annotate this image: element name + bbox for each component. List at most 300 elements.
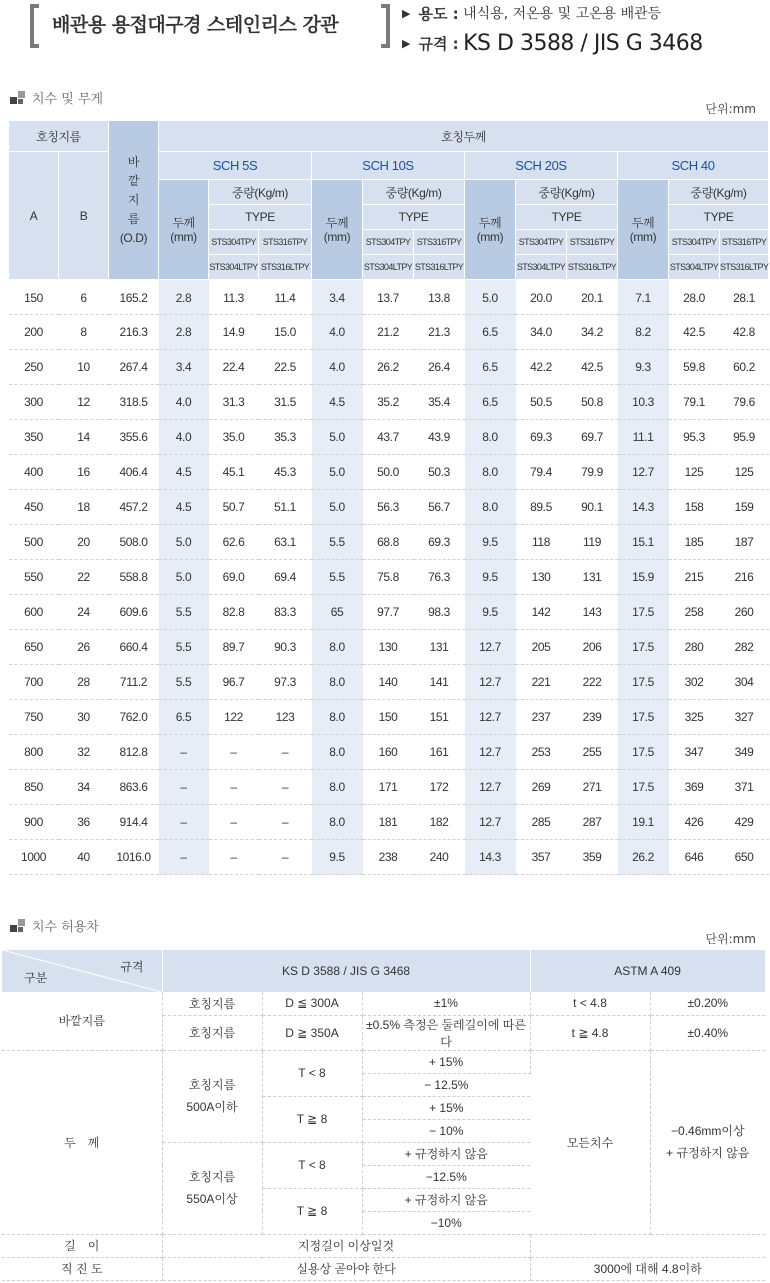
- sch20s-weight-316: 131: [567, 560, 618, 595]
- b-value: 28: [59, 665, 109, 700]
- table-row: [9, 630, 769, 665]
- sch20s-weight-304: 130: [516, 560, 567, 595]
- sch40-thickness: 17.5: [618, 630, 669, 665]
- od-nominal: 호칭지름: [162, 992, 262, 1015]
- page-title: 배관용 용접대구경 스테인리스 강관: [52, 14, 339, 36]
- sch40-thickness: 8.2: [618, 315, 669, 350]
- sch10s-weight-304: 171: [363, 770, 414, 805]
- a-value: 800: [9, 735, 59, 770]
- sch40-weight-304: 158: [669, 490, 720, 525]
- sch20s-weight-316: 222: [567, 665, 618, 700]
- sch40-weight-304: 646: [669, 840, 720, 875]
- sch5s-weight-316: 45.3: [259, 455, 312, 490]
- sch40-weight-304: 185: [669, 525, 720, 560]
- sch40-weight-316: 371: [720, 770, 769, 805]
- sch5s-weight-316: 83.3: [259, 595, 312, 630]
- sch10s-weight-304: 130: [363, 630, 414, 665]
- outer-diameter-header: 바 깥 지 름 (O.D): [109, 121, 159, 280]
- table-row: [9, 420, 769, 455]
- a-value: 900: [9, 805, 59, 840]
- sch20s-thickness: 6.5: [465, 315, 516, 350]
- weight-header: 중량(Kg/m): [209, 180, 312, 205]
- sch20s-thickness: 8.0: [465, 455, 516, 490]
- sch10s-weight-304: 50.0: [363, 455, 414, 490]
- sch10s-weight-304: 150: [363, 700, 414, 735]
- sch5s-weight-304: 11.3: [209, 280, 259, 315]
- sch20s-weight-304: 221: [516, 665, 567, 700]
- length-astm: [530, 1234, 765, 1257]
- sch40-weight-316: 260: [720, 595, 769, 630]
- od-condition: D ≦ 300A: [262, 992, 362, 1015]
- sch40-weight-316: 216: [720, 560, 769, 595]
- od-value: 660.4: [109, 630, 159, 665]
- length-label: 길 이: [2, 1234, 162, 1257]
- sch40-weight-316: 42.8: [720, 315, 769, 350]
- sch5s-thickness: 4.0: [159, 385, 209, 420]
- sch10s-weight-316: 161: [414, 735, 465, 770]
- sch40-weight-316: 60.2: [720, 350, 769, 385]
- sch5s-weight-304: –: [209, 770, 259, 805]
- sch10s-thickness: 3.4: [312, 280, 363, 315]
- od-label: 바깥지름: [2, 992, 162, 1050]
- sch10s-thickness: 8.0: [312, 735, 363, 770]
- sch5s-weight-316: 90.3: [259, 630, 312, 665]
- sch20s-thickness: 8.0: [465, 490, 516, 525]
- od-condition: D ≧ 350A: [262, 1015, 362, 1050]
- sch5s-weight-316: –: [259, 840, 312, 875]
- sch10s-thickness: 4.0: [312, 350, 363, 385]
- b-value: 6: [59, 280, 109, 315]
- sch5s-weight-304: 62.6: [209, 525, 259, 560]
- sch20s-weight-316: 34.2: [567, 315, 618, 350]
- sch10s-thickness: 8.0: [312, 700, 363, 735]
- sch-20s-header: SCH 20S: [465, 152, 618, 180]
- sch10s-thickness: 9.5: [312, 840, 363, 875]
- table-row: [9, 595, 769, 630]
- a-value: 500: [9, 525, 59, 560]
- sch20s-weight-304: 253: [516, 735, 567, 770]
- sch20s-weight-304: 69.3: [516, 420, 567, 455]
- b-value: 12: [59, 385, 109, 420]
- left-bracket: [30, 4, 39, 48]
- sch10s-weight-304: 43.7: [363, 420, 414, 455]
- right-bracket: [381, 4, 390, 48]
- weight-header: 중량(Kg/m): [516, 180, 618, 205]
- type-sts304tpy: STS304TPY: [516, 230, 567, 255]
- table-row: [9, 770, 769, 805]
- type-sts316tpy: STS316TPY: [259, 230, 312, 255]
- sch40-weight-304: 79.1: [669, 385, 720, 420]
- sch20s-thickness: 8.0: [465, 420, 516, 455]
- b-value: 14: [59, 420, 109, 455]
- od-nominal: 호칭지름: [162, 1015, 262, 1050]
- od-value: 267.4: [109, 350, 159, 385]
- sch10s-weight-304: 140: [363, 665, 414, 700]
- sch5s-thickness: 6.5: [159, 700, 209, 735]
- od-value: 318.5: [109, 385, 159, 420]
- type-header: TYPE: [516, 205, 618, 230]
- nominal-diameter-header: 호칭지름: [9, 121, 109, 152]
- triangle-bullet-icon: ▶: [402, 36, 411, 50]
- sch40-weight-304: 215: [669, 560, 720, 595]
- tol-minus: −12.5%: [362, 1165, 530, 1188]
- corner-header: [2, 950, 162, 992]
- straightness-label: 직 진 도: [2, 1257, 162, 1280]
- astm-header: ASTM A 409: [530, 950, 765, 992]
- sch20s-weight-316: 50.8: [567, 385, 618, 420]
- sch40-weight-304: 42.5: [669, 315, 720, 350]
- sch40-weight-304: 280: [669, 630, 720, 665]
- sch10s-thickness: 5.0: [312, 490, 363, 525]
- sch5s-thickness: 5.5: [159, 595, 209, 630]
- sch5s-thickness: 4.0: [159, 420, 209, 455]
- sch5s-thickness: –: [159, 735, 209, 770]
- sch20s-weight-304: 79.4: [516, 455, 567, 490]
- b-value: 24: [59, 595, 109, 630]
- sch5s-weight-316: 22.5: [259, 350, 312, 385]
- sch20s-thickness: 12.7: [465, 700, 516, 735]
- od-value: 508.0: [109, 525, 159, 560]
- sch10s-weight-316: 151: [414, 700, 465, 735]
- sch10s-thickness: 5.0: [312, 455, 363, 490]
- thk-group-550a: 호칭지름 550A이상: [162, 1142, 262, 1234]
- sch40-weight-316: 282: [720, 630, 769, 665]
- table-row: [9, 315, 769, 350]
- sch5s-weight-316: –: [259, 735, 312, 770]
- sch10s-thickness: 5.5: [312, 560, 363, 595]
- sch10s-weight-304: 238: [363, 840, 414, 875]
- sch5s-weight-316: 97.3: [259, 665, 312, 700]
- sch40-thickness: 9.3: [618, 350, 669, 385]
- sch5s-weight-304: 22.4: [209, 350, 259, 385]
- sch40-weight-304: 28.0: [669, 280, 720, 315]
- sch20s-thickness: 6.5: [465, 385, 516, 420]
- sch5s-weight-304: 82.8: [209, 595, 259, 630]
- sch10s-weight-316: 182: [414, 805, 465, 840]
- dimensions-weight-table: [8, 120, 769, 875]
- type-sts304ltpy: STS304LTPY: [669, 255, 720, 280]
- spec-row: [402, 28, 762, 58]
- header-info: [402, 2, 762, 58]
- sch40-weight-316: 187: [720, 525, 769, 560]
- a-value: 600: [9, 595, 59, 630]
- od-value: 812.8: [109, 735, 159, 770]
- sch5s-weight-304: 31.3: [209, 385, 259, 420]
- b-value: 30: [59, 700, 109, 735]
- sch20s-weight-316: 206: [567, 630, 618, 665]
- od-value: 558.8: [109, 560, 159, 595]
- b-value: 18: [59, 490, 109, 525]
- a-value: 750: [9, 700, 59, 735]
- sch20s-weight-316: 79.9: [567, 455, 618, 490]
- od-tolerance: ±0.5% 측정은 둘레길이에 따른다: [362, 1015, 530, 1050]
- astm-thickness-tol: −0.46mm이상 + 규정하지 않음: [650, 1050, 765, 1234]
- straightness-text: 실용상 곧아야 한다: [162, 1257, 530, 1280]
- b-value: 34: [59, 770, 109, 805]
- sch5s-weight-304: 122: [209, 700, 259, 735]
- sch40-weight-316: 125: [720, 455, 769, 490]
- sch10s-weight-304: 68.8: [363, 525, 414, 560]
- sch10s-weight-304: 21.2: [363, 315, 414, 350]
- sch5s-weight-316: –: [259, 770, 312, 805]
- tol-plus: + 15%: [362, 1096, 530, 1119]
- table-row: [9, 560, 769, 595]
- section-heading-dimensions: [10, 88, 103, 107]
- table-row: [9, 280, 769, 315]
- sch5s-weight-316: 15.0: [259, 315, 312, 350]
- sch10s-thickness: 8.0: [312, 770, 363, 805]
- od-value: 406.4: [109, 455, 159, 490]
- unit-label: 단위:mm: [705, 102, 756, 116]
- type-sts304tpy: STS304TPY: [363, 230, 414, 255]
- sch20s-thickness: 6.5: [465, 350, 516, 385]
- sch5s-weight-304: –: [209, 735, 259, 770]
- sch20s-weight-304: 357: [516, 840, 567, 875]
- triangle-bullet-icon: ▶: [402, 6, 411, 20]
- a-value: 650: [9, 630, 59, 665]
- sch40-thickness: 17.5: [618, 595, 669, 630]
- sch20s-weight-304: 89.5: [516, 490, 567, 525]
- sch20s-weight-316: 271: [567, 770, 618, 805]
- type-sts304ltpy: STS304LTPY: [209, 255, 259, 280]
- sch20s-weight-304: 237: [516, 700, 567, 735]
- sch10s-weight-316: 56.7: [414, 490, 465, 525]
- type-sts316ltpy: STS316LTPY: [414, 255, 465, 280]
- sch20s-thickness: 14.3: [465, 840, 516, 875]
- b-value: 22: [59, 560, 109, 595]
- b-value: 36: [59, 805, 109, 840]
- sch40-weight-304: 369: [669, 770, 720, 805]
- sch10s-weight-316: 240: [414, 840, 465, 875]
- b-value: 32: [59, 735, 109, 770]
- table-row: [9, 525, 769, 560]
- sch40-weight-316: 327: [720, 700, 769, 735]
- unit-label: 단위:mm: [705, 932, 756, 946]
- type-sts304ltpy: STS304LTPY: [516, 255, 567, 280]
- sch10s-weight-316: 69.3: [414, 525, 465, 560]
- table-row: [9, 665, 769, 700]
- sch20s-weight-316: 90.1: [567, 490, 618, 525]
- sch5s-weight-316: 51.1: [259, 490, 312, 525]
- od-value: 1016.0: [109, 840, 159, 875]
- sch20s-weight-316: 143: [567, 595, 618, 630]
- sch20s-thickness: 12.7: [465, 665, 516, 700]
- table-row: [9, 455, 769, 490]
- sch10s-weight-316: 21.3: [414, 315, 465, 350]
- b-value: 16: [59, 455, 109, 490]
- sch10s-thickness: 65: [312, 595, 363, 630]
- sch40-weight-304: 325: [669, 700, 720, 735]
- od-value: 711.2: [109, 665, 159, 700]
- tol-minus: −10%: [362, 1211, 530, 1234]
- sch5s-weight-304: 50.7: [209, 490, 259, 525]
- type-sts316tpy: STS316TPY: [567, 230, 618, 255]
- t-ge-8: T ≧ 8: [262, 1188, 362, 1234]
- col-b-header: B: [59, 152, 109, 280]
- a-value: 150: [9, 280, 59, 315]
- sch5s-weight-304: 69.0: [209, 560, 259, 595]
- sch-10s-header: SCH 10S: [312, 152, 465, 180]
- corner-spec-label: 규격: [120, 960, 144, 974]
- sch10s-weight-316: 35.4: [414, 385, 465, 420]
- sch20s-weight-304: 34.0: [516, 315, 567, 350]
- sch20s-thickness: 5.0: [465, 280, 516, 315]
- sch10s-weight-316: 43.9: [414, 420, 465, 455]
- sch20s-weight-304: 205: [516, 630, 567, 665]
- type-sts316tpy: STS316TPY: [414, 230, 465, 255]
- sch20s-thickness: 9.5: [465, 525, 516, 560]
- sch10s-thickness: 8.0: [312, 805, 363, 840]
- sch20s-weight-316: 359: [567, 840, 618, 875]
- a-value: 250: [9, 350, 59, 385]
- sch20s-weight-316: 239: [567, 700, 618, 735]
- sch40-thickness: 26.2: [618, 840, 669, 875]
- sch10s-weight-316: 98.3: [414, 595, 465, 630]
- sch10s-thickness: 8.0: [312, 630, 363, 665]
- sch20s-weight-316: 255: [567, 735, 618, 770]
- sch5s-thickness: –: [159, 805, 209, 840]
- sch40-weight-304: 347: [669, 735, 720, 770]
- sch10s-thickness: 4.5: [312, 385, 363, 420]
- sch-5s-header: SCH 5S: [159, 152, 312, 180]
- t-lt-8: T < 8: [262, 1142, 362, 1188]
- od-value: 216.3: [109, 315, 159, 350]
- sch20s-weight-316: 119: [567, 525, 618, 560]
- thickness-label: 두 께: [2, 1050, 162, 1234]
- wall-thickness-header: 두께 (mm): [618, 180, 669, 280]
- sch5s-thickness: 3.4: [159, 350, 209, 385]
- sch10s-weight-304: 13.7: [363, 280, 414, 315]
- usage-row: [402, 2, 762, 24]
- table-row: [9, 385, 769, 420]
- sch5s-weight-316: 31.5: [259, 385, 312, 420]
- b-value: 26: [59, 630, 109, 665]
- sch40-thickness: 17.5: [618, 735, 669, 770]
- type-sts316ltpy: STS316LTPY: [567, 255, 618, 280]
- sch5s-weight-316: 11.4: [259, 280, 312, 315]
- section-title: 치수 및 무게: [32, 92, 104, 107]
- sch10s-weight-316: 131: [414, 630, 465, 665]
- spec-label: 규격 :: [418, 34, 459, 53]
- sch10s-weight-304: 160: [363, 735, 414, 770]
- sch20s-thickness: 12.7: [465, 735, 516, 770]
- table-row: [9, 350, 769, 385]
- sch5s-weight-304: 35.0: [209, 420, 259, 455]
- sch10s-weight-304: 75.8: [363, 560, 414, 595]
- a-value: 400: [9, 455, 59, 490]
- sch40-weight-316: 429: [720, 805, 769, 840]
- sch5s-thickness: 4.5: [159, 455, 209, 490]
- section-title: 치수 허용차: [32, 920, 99, 935]
- sch20s-weight-304: 269: [516, 770, 567, 805]
- sch-40-header: SCH 40: [618, 152, 769, 180]
- sch5s-thickness: 4.5: [159, 490, 209, 525]
- dimensions-table-body: [9, 280, 769, 875]
- sch5s-thickness: –: [159, 840, 209, 875]
- section-squares-icon: [10, 919, 26, 933]
- sch40-weight-304: 59.8: [669, 350, 720, 385]
- sch10s-weight-316: 50.3: [414, 455, 465, 490]
- sch40-thickness: 17.5: [618, 700, 669, 735]
- sch5s-thickness: –: [159, 770, 209, 805]
- sch40-weight-316: 79.6: [720, 385, 769, 420]
- section-squares-icon: [10, 91, 26, 105]
- sch20s-weight-316: 42.5: [567, 350, 618, 385]
- type-sts304ltpy: STS304LTPY: [363, 255, 414, 280]
- sch40-thickness: 19.1: [618, 805, 669, 840]
- sch20s-thickness: 12.7: [465, 805, 516, 840]
- sch40-weight-304: 95.3: [669, 420, 720, 455]
- sch20s-weight-304: 142: [516, 595, 567, 630]
- sch5s-weight-316: 35.3: [259, 420, 312, 455]
- table-row: [9, 840, 769, 875]
- sch20s-weight-316: 69.7: [567, 420, 618, 455]
- type-sts304tpy: STS304TPY: [209, 230, 259, 255]
- table-row: [9, 490, 769, 525]
- sch10s-weight-316: 172: [414, 770, 465, 805]
- b-value: 8: [59, 315, 109, 350]
- wall-thickness-header: 두께 (mm): [312, 180, 363, 280]
- sch40-thickness: 15.1: [618, 525, 669, 560]
- od-value: 609.6: [109, 595, 159, 630]
- astm-od-condition: t ≧ 4.8: [530, 1015, 650, 1050]
- table-row: [9, 805, 769, 840]
- sch20s-thickness: 12.7: [465, 770, 516, 805]
- sch10s-weight-304: 35.2: [363, 385, 414, 420]
- sch10s-weight-316: 13.8: [414, 280, 465, 315]
- sch5s-weight-316: –: [259, 805, 312, 840]
- thk-group-500a: 호칭지름 500A이하: [162, 1050, 262, 1142]
- astm-od-tolerance: ±0.40%: [650, 1015, 765, 1050]
- sch10s-weight-304: 97.7: [363, 595, 414, 630]
- sch5s-thickness: 5.5: [159, 630, 209, 665]
- sch40-thickness: 7.1: [618, 280, 669, 315]
- b-value: 10: [59, 350, 109, 385]
- sch20s-thickness: 9.5: [465, 560, 516, 595]
- page-title-box: [30, 4, 390, 48]
- sch10s-thickness: 4.0: [312, 315, 363, 350]
- sch40-weight-304: 302: [669, 665, 720, 700]
- a-value: 350: [9, 420, 59, 455]
- length-text: 지정길이 이상일것: [162, 1234, 530, 1257]
- sch40-thickness: 17.5: [618, 770, 669, 805]
- sch20s-weight-304: 118: [516, 525, 567, 560]
- sch40-weight-316: 28.1: [720, 280, 769, 315]
- sch40-thickness: 12.7: [618, 455, 669, 490]
- sch5s-weight-316: 69.4: [259, 560, 312, 595]
- sch5s-weight-304: 96.7: [209, 665, 259, 700]
- sch40-thickness: 11.1: [618, 420, 669, 455]
- sch10s-weight-304: 26.2: [363, 350, 414, 385]
- tol-plus: + 15%: [362, 1050, 530, 1073]
- sch10s-thickness: 5.5: [312, 525, 363, 560]
- sch5s-thickness: 5.0: [159, 560, 209, 595]
- sch40-thickness: 14.3: [618, 490, 669, 525]
- col-a-header: A: [9, 152, 59, 280]
- a-value: 450: [9, 490, 59, 525]
- od-value: 355.6: [109, 420, 159, 455]
- type-sts316ltpy: STS316LTPY: [720, 255, 769, 280]
- sch5s-thickness: 2.8: [159, 315, 209, 350]
- sch40-weight-304: 125: [669, 455, 720, 490]
- sch40-weight-316: 304: [720, 665, 769, 700]
- sch10s-thickness: 8.0: [312, 665, 363, 700]
- corner-category-label: 구분: [24, 971, 48, 985]
- sch40-weight-316: 95.9: [720, 420, 769, 455]
- od-value: 457.2: [109, 490, 159, 525]
- sch20s-thickness: 12.7: [465, 630, 516, 665]
- sch40-weight-304: 426: [669, 805, 720, 840]
